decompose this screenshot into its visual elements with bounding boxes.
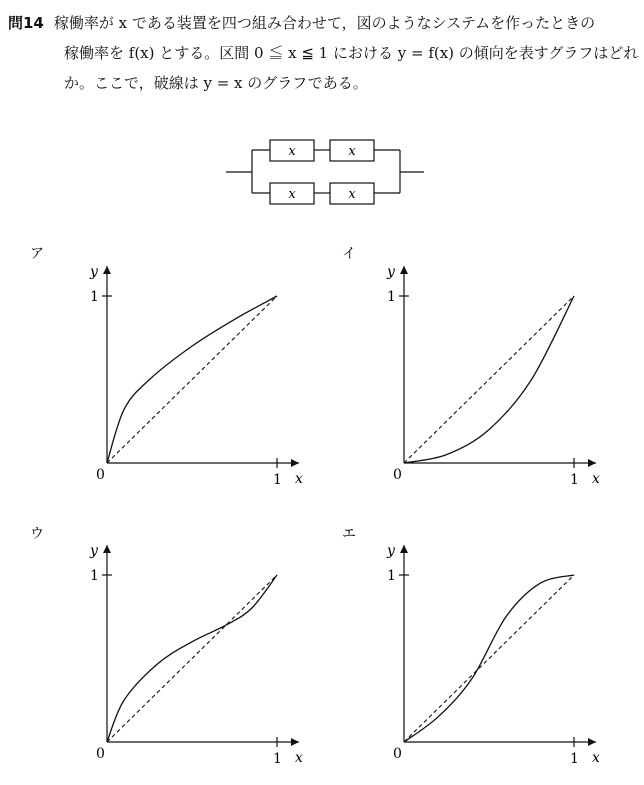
y-axis-arrow-icon [400, 266, 408, 274]
option-label: エ [342, 526, 356, 542]
x-axis-label: x [295, 750, 303, 766]
y-axis-arrow-icon [400, 545, 408, 553]
y-axis-label: y [90, 264, 98, 280]
y-tick-label: 1 [90, 568, 99, 584]
device-box-bottom-1 [270, 183, 314, 204]
device-box-top-2 [330, 140, 374, 161]
y-tick-label: 1 [90, 289, 99, 305]
question-text-line-3: か。ここで，破線は y = x のグラフである。 [64, 74, 368, 92]
device-label: x [348, 144, 356, 159]
device-box-bottom-2 [330, 183, 374, 204]
reference-line-y-equals-x [404, 575, 574, 742]
x-tick-label: 1 [570, 472, 579, 488]
graph-option-a [30, 246, 303, 488]
reference-line-y-equals-x [404, 296, 574, 463]
question-text-line-2: 稼働率を f(x) とする。区間 0 ≦ x ≦ 1 における y = f(x) の傾向を表すグラフはどれ [64, 44, 639, 62]
x-tick-label: 1 [273, 751, 282, 767]
x-axis-arrow-icon [588, 738, 596, 746]
y-axis-label: y [387, 264, 395, 280]
option-label: ウ [30, 526, 44, 542]
y-tick-label: 1 [387, 568, 396, 584]
origin-label: 0 [96, 467, 105, 483]
graph-option-i [342, 246, 600, 488]
y-axis-label: y [387, 543, 395, 559]
reference-line-y-equals-x [107, 296, 277, 463]
x-axis-label: x [592, 471, 600, 487]
y-axis-label: y [90, 543, 98, 559]
x-axis-label: x [295, 471, 303, 487]
origin-label: 0 [393, 467, 402, 483]
question-number: 問14 [8, 14, 44, 32]
origin-label: 0 [96, 746, 105, 762]
x-tick-label: 1 [273, 472, 282, 488]
question-text-line-1: 稼働率が x である装置を四つ組み合わせて，図のようなシステムを作ったときの [53, 14, 596, 32]
option-label: イ [342, 246, 356, 262]
x-axis-arrow-icon [588, 459, 596, 467]
x-tick-label: 1 [570, 751, 579, 767]
graph-option-e [342, 526, 600, 767]
diagram-wires [226, 150, 424, 193]
y-tick-label: 1 [387, 289, 396, 305]
origin-label: 0 [393, 746, 402, 762]
device-box-top-1 [270, 140, 314, 161]
y-axis-arrow-icon [103, 545, 111, 553]
y-axis-arrow-icon [103, 266, 111, 274]
x-axis-label: x [592, 750, 600, 766]
device-label: x [348, 187, 356, 202]
graph-option-u [30, 526, 303, 767]
x-axis-arrow-icon [291, 459, 299, 467]
reference-line-y-equals-x [107, 575, 277, 742]
option-label: ア [30, 246, 44, 262]
device-label: x [288, 187, 296, 202]
x-axis-arrow-icon [291, 738, 299, 746]
device-label: x [288, 144, 296, 159]
